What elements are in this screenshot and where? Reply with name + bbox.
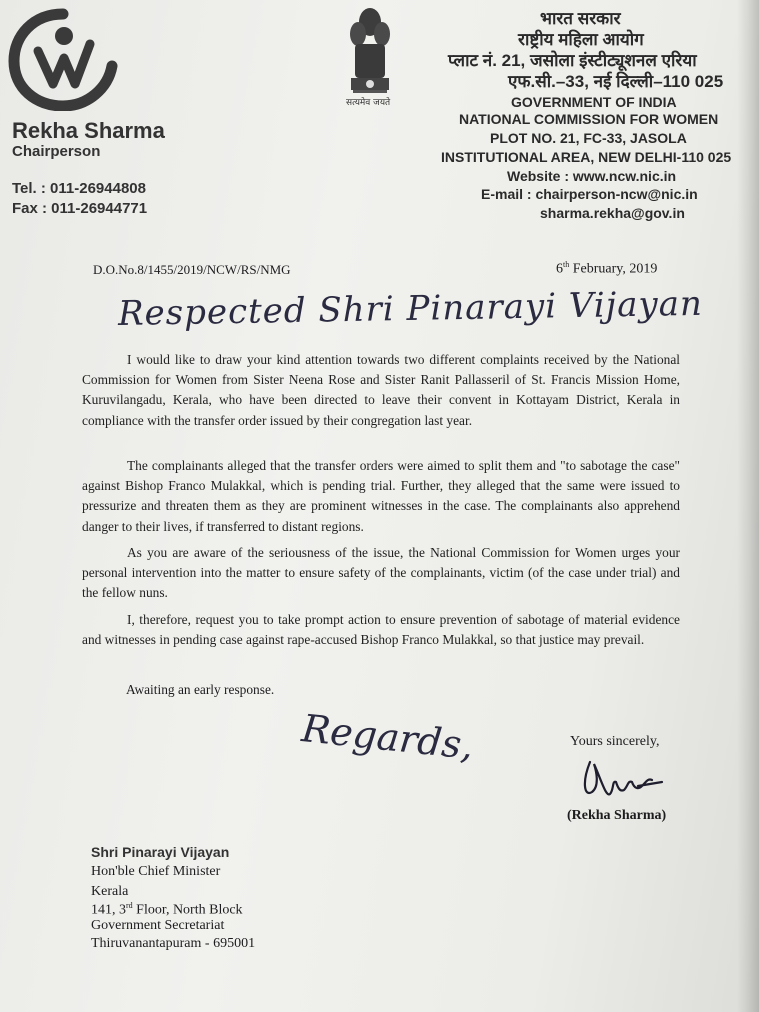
recipient-address: 141, 3rd Floor, North Block: [91, 901, 243, 918]
letter-date: 6th February, 2019: [556, 260, 658, 277]
sender-title: Chairperson: [12, 143, 101, 160]
recipient-city: Thiruvanantapuram - 695001: [91, 936, 256, 951]
sender-name: Rekha Sharma: [12, 118, 165, 143]
body-paragraph-3: As you are aware of the seriousness of the issue, the National Commission for Women urges your personal intervention into the matter to ensure safety of the complainants, victim (of the case under trial) and the fellow nuns.: [82, 545, 680, 601]
header-english-2: NATIONAL COMMISSION FOR WOMEN: [459, 111, 719, 127]
recipient-name: Shri Pinarayi Vijayan: [91, 844, 230, 860]
handwritten-salutation: Respected Shri Pinarayi Vijayan: [117, 283, 704, 334]
recipient-state: Kerala: [91, 884, 129, 899]
ncw-logo-icon: [8, 6, 118, 111]
sender-fax: Fax : 011-26944771: [12, 200, 148, 217]
closing-line: Yours sincerely,: [570, 734, 660, 749]
header-hindi-1: भारत सरकार: [540, 9, 621, 28]
handwritten-regards: Regards,: [299, 706, 476, 768]
header-hindi-3: प्लाट नं. 21, जसोला इंस्टीट्यूशनल एरिया: [448, 51, 697, 70]
header-english-4: INSTITUTIONAL AREA, NEW DELHI-110 025: [441, 149, 732, 165]
page-shadow: [737, 0, 759, 1012]
reference-number: D.O.No.8/1455/2019/NCW/RS/NMG: [93, 262, 291, 277]
signatory-name: (Rekha Sharma): [567, 808, 667, 823]
header-hindi-2: राष्ट्रीय महिला आयोग: [518, 30, 644, 49]
recipient-office: Government Secretariat: [91, 918, 225, 933]
header-email: E-mail : chairperson-ncw@nic.in: [481, 186, 698, 202]
awaiting-line: Awaiting an early response.: [126, 682, 275, 697]
header-english-3: PLOT NO. 21, FC-33, JASOLA: [490, 130, 687, 146]
sender-tel: Tel. : 011-26944808: [12, 180, 146, 197]
body-paragraph-2: The complainants alleged that the transfer orders were aimed to split them and "to sabotage the case" against Bishop Franco Mulakkal, which is pending trial. Further, they alleged that the same were issued to pressurize and threaten them as they are prominent witnesses in the case. The complainants also apprehend danger to their lives, if transferred to distant regions.: [82, 458, 680, 534]
header-hindi-4: एफ.सी.–33, नई दिल्ली–110 025: [508, 72, 724, 91]
header-english-1: GOVERNMENT OF INDIA: [511, 94, 677, 110]
signature-icon: [572, 752, 672, 812]
emblem-motto: सत्यमेव जयते: [346, 98, 391, 108]
recipient-designation: Hon'ble Chief Minister: [91, 864, 221, 879]
body-paragraph-4: I, therefore, request you to take prompt action to ensure prevention of sabotage of material evidence and witnesses in pending case against rape-accused Bishop Franco Mulakkal, so that justice may prevail.: [82, 612, 680, 648]
header-email-2: sharma.rekha@gov.in: [540, 205, 685, 221]
body-paragraph-1: I would like to draw your kind attention towards two different complaints received by the National Commission for Women from Sister Neena Rose and Sister Ranit Pallasseril of St. Francis Mission Home, Kuruvilangadu, Kerala, who have been directed to leave their convent in Kottayam District, Kerala in compliance with the transfer order issued by their congregation last year.: [82, 352, 680, 428]
header-website: Website : www.ncw.nic.in: [507, 168, 677, 184]
